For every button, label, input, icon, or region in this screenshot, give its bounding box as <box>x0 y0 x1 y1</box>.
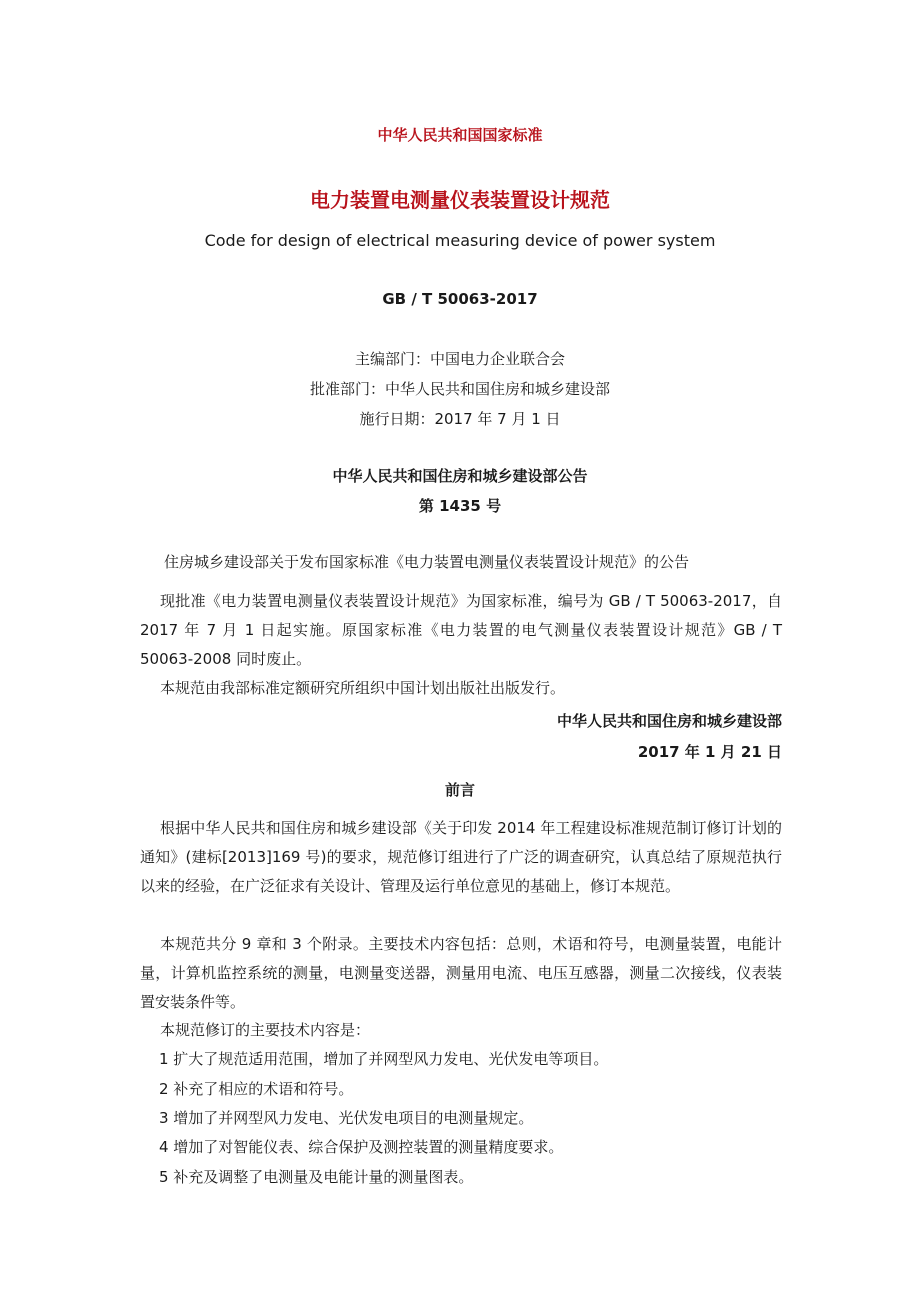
national-standard-label: 中华人民共和国国家标准 <box>377 126 543 144</box>
effective-date: 施行日期：2017 年 7 月 1 日 <box>359 410 561 428</box>
document-title-cn: 电力装置电测量仪表装置设计规范 <box>310 188 610 212</box>
approve-dept: 批准部门：中华人民共和国住房和城乡建设部 <box>309 380 610 398</box>
announcement-paragraph-2: 本规范由我部标准定额研究所组织中国计划出版社出版发行。 <box>160 679 566 697</box>
preface-paragraph-3: 本规范修订的主要技术内容是： <box>160 1021 371 1039</box>
announcement-title: 中华人民共和国住房和城乡建设部公告 <box>332 467 588 485</box>
signer: 中华人民共和国住房和城乡建设部 <box>556 712 782 730</box>
preface-paragraph-1: 根据中华人民共和国住房和城乡建设部《关于印发 2014 年工程建设标准规范制订修订计划的通知》(建标[2013]169 号)的要求，规范修订组进行了广泛的调查研究，认真总结了原规范执行以来的经验，在广泛征求有关设计、管理及运行单位意见的基础上，修订本规范。 <box>140 819 782 895</box>
list-item: 2 补充了相应的术语和符号。 <box>159 1080 354 1098</box>
preface-title: 前言 <box>444 781 475 799</box>
standard-code: GB / T 50063-2017 <box>382 290 538 308</box>
announcement-paragraph-1: 现批准《电力装置电测量仪表装置设计规范》为国家标准，编号为 GB / T 50063-2017，自 2017 年 7 月 1 日起实施。原国家标准《电力装置的电气测量仪表装置设计规范》GB / T 50063-2008 同时废止。 <box>140 592 782 668</box>
announcement-heading <box>0 461 920 521</box>
preface-paragraph-2: 本规范共分 9 章和 3 个附录。主要技术内容包括：总则，术语和符号，电测量装置，电能计量，计算机监控系统的测量，电测量变送器，测量用电流、电压互感器，测量二次接线，仪表装置安装条件等。 <box>140 935 782 1011</box>
list-item: 5 补充及调整了电测量及电能计量的测量图表。 <box>159 1168 474 1186</box>
announcement-subject: 住房城乡建设部关于发布国家标准《电力装置电测量仪表装置设计规范》的公告 <box>164 553 690 571</box>
list-item: 4 增加了对智能仪表、综合保护及测控装置的测量精度要求。 <box>159 1138 564 1156</box>
announcement-number: 第 1435 号 <box>418 497 502 515</box>
publication-info <box>0 344 920 434</box>
sign-date: 2017 年 1 月 21 日 <box>637 743 782 761</box>
list-item: 3 增加了并网型风力发电、光伏发电项目的电测量规定。 <box>159 1109 534 1127</box>
chief-dept: 主编部门：中国电力企业联合会 <box>354 350 565 368</box>
list-item: 1 扩大了规范适用范围，增加了并网型风力发电、光伏发电等项目。 <box>159 1050 609 1068</box>
signature-block <box>140 706 782 768</box>
document-title-en: Code for design of electrical measuring device of power system <box>204 231 716 250</box>
